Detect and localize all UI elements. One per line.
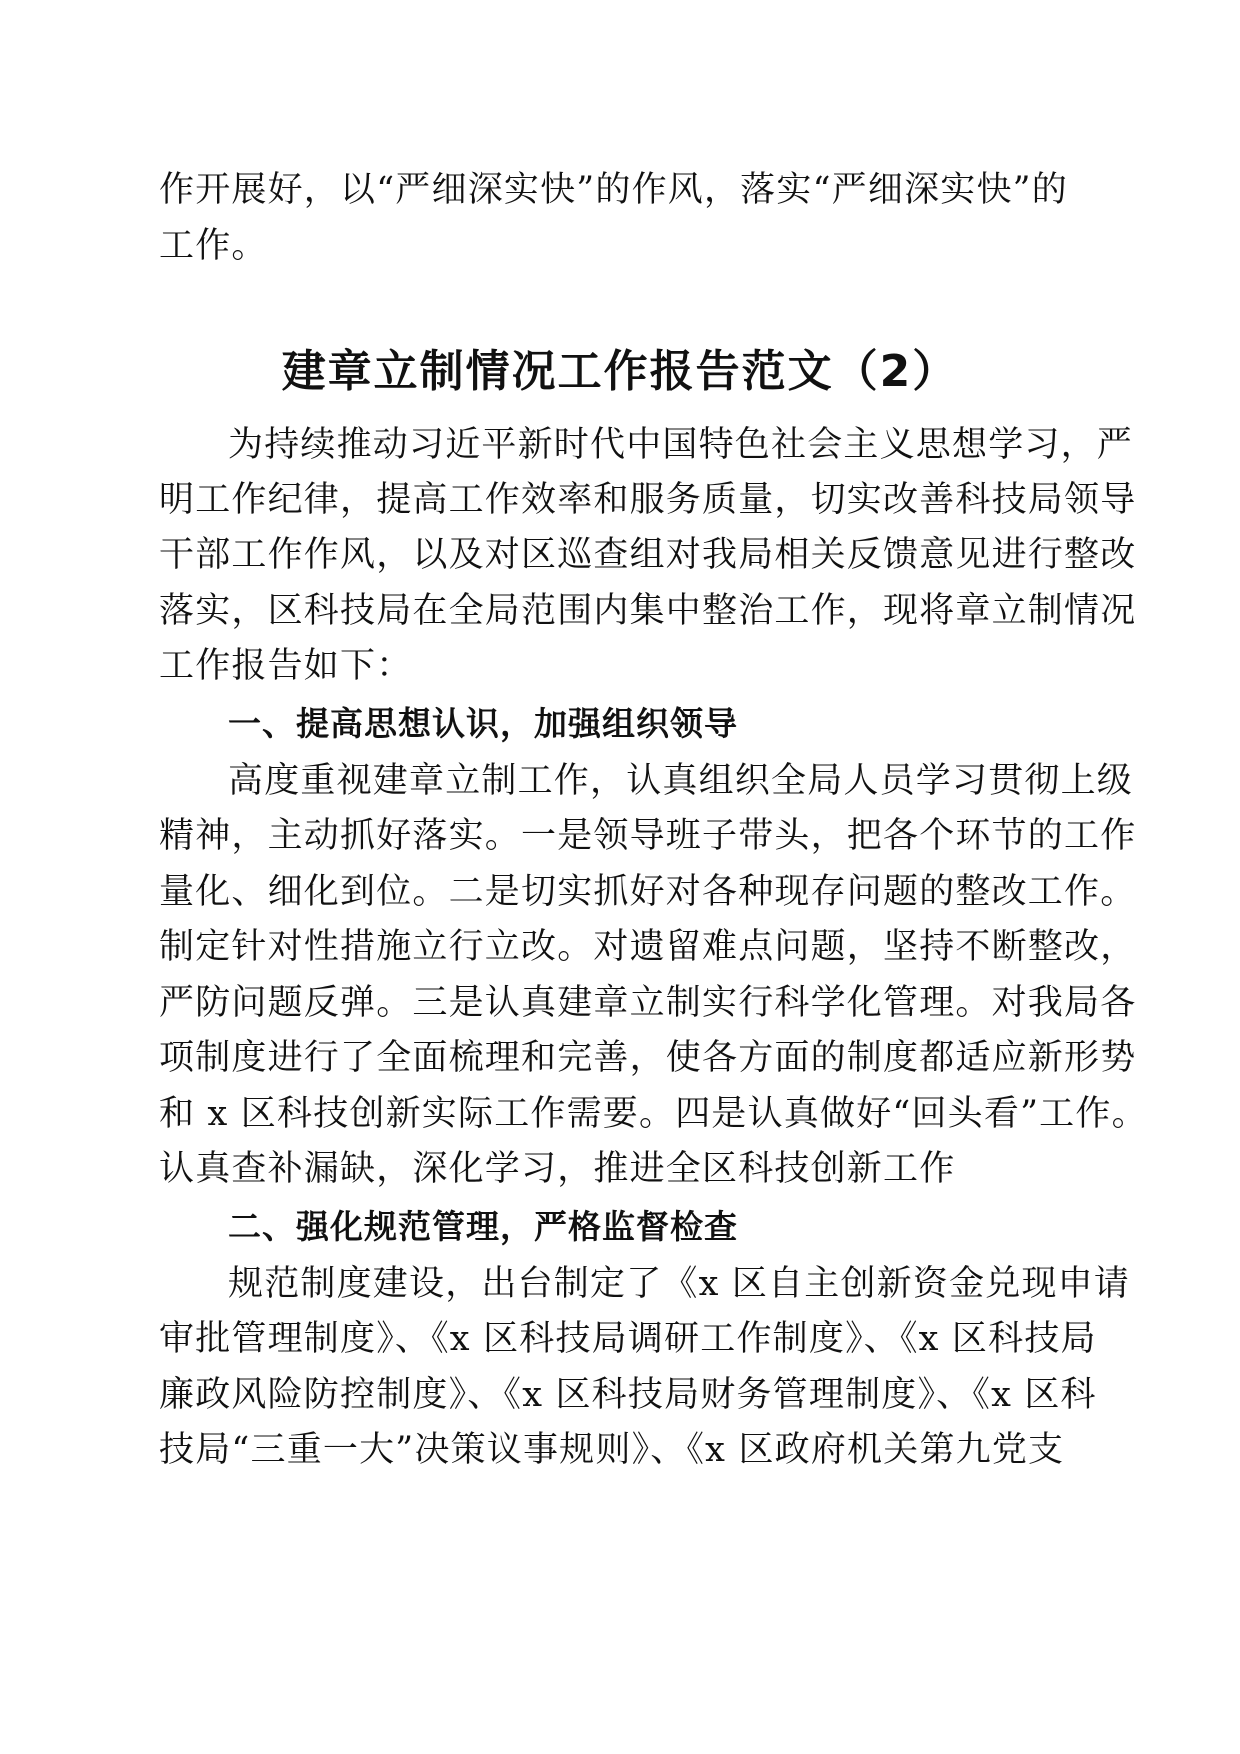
paragraph-line: 量化、细化到位。二是切实抓好对各种现存问题的整改工作。 bbox=[159, 872, 1137, 912]
section-heading: 二、强化规范管理，严格监督检查 bbox=[228, 1207, 738, 1246]
paragraph-line: 为持续推动习近平新时代中国特色社会主义思想学习，严 bbox=[228, 425, 1134, 465]
intro-line: 作开展好，以“严细深实快”的作风，落实“严细深实快”的 bbox=[159, 170, 1068, 210]
intro-line: 工作。 bbox=[159, 226, 268, 266]
paragraph-line: 规范制度建设，出台制定了《x 区自主创新资金兑现申请 bbox=[228, 1264, 1131, 1304]
paragraph-line: 干部工作作风，以及对区巡查组对我局相关反馈意见进行整改 bbox=[159, 535, 1137, 575]
paragraph-line: 和 x 区科技创新实际工作需要。四是认真做好“回头看”工作。 bbox=[159, 1094, 1148, 1134]
paragraph-line: 落实，区科技局在全局范围内集中整治工作，现将章立制情况 bbox=[159, 591, 1137, 631]
paragraph-line: 精神，主动抓好落实。一是领导班子带头，把各个环节的工作 bbox=[159, 816, 1137, 856]
section-heading: 一、提高思想认识，加强组织领导 bbox=[228, 704, 738, 743]
paragraph-line: 制定针对性措施立行立改。对遗留难点问题，坚持不断整改， bbox=[159, 927, 1137, 967]
paragraph-line: 审批管理制度》、《x 区科技局调研工作制度》、《x 区科技局 bbox=[159, 1319, 1097, 1359]
paragraph-line: 严防问题反弹。三是认真建章立制实行科学化管理。对我局各 bbox=[159, 983, 1137, 1023]
paragraph-line: 高度重视建章立制工作，认真组织全局人员学习贯彻上级 bbox=[228, 761, 1134, 801]
paragraph-line: 认真查补漏缺，深化学习，推进全区科技创新工作 bbox=[159, 1149, 956, 1189]
paragraph-line: 工作报告如下： bbox=[159, 646, 413, 686]
paragraph-line: 技局“三重一大”决策议事规则》、《x 区政府机关第九党支 bbox=[159, 1430, 1065, 1470]
document-title: 建章立制情况工作报告范文（2） bbox=[281, 346, 959, 397]
paragraph-line: 明工作纪律，提高工作效率和服务质量，切实改善科技局领导 bbox=[159, 480, 1137, 520]
paragraph-line: 项制度进行了全面梳理和完善，使各方面的制度都适应新形势 bbox=[159, 1038, 1137, 1078]
paragraph-line: 廉政风险防控制度》、《x 区科技局财务管理制度》、《x 区科 bbox=[159, 1375, 1097, 1415]
